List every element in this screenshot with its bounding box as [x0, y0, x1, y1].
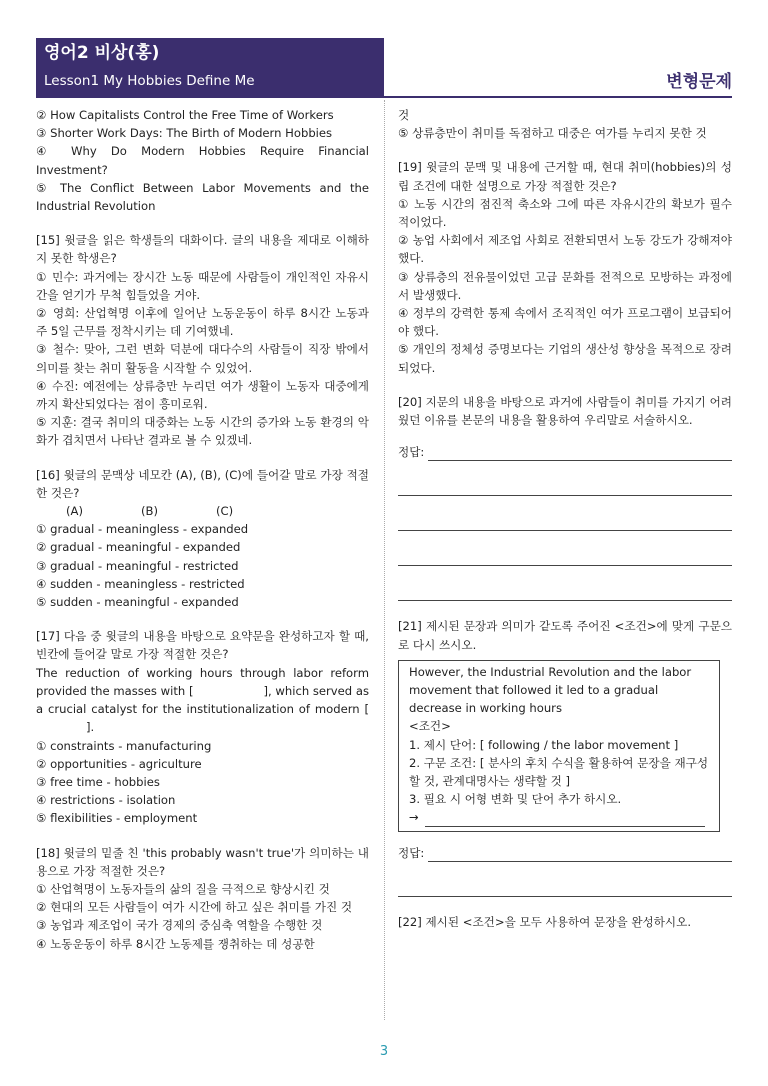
q19-option-5: ⑤ 개인의 정체성 증명보다는 기업의 생산성 향상을 목적으로 장려되었다. [398, 342, 732, 375]
q17-summary [36, 664, 369, 737]
question-18 [36, 844, 369, 953]
document-type-label: 변형문제 [666, 72, 732, 92]
q17-summary-part-a: The reduction of working hours through labor reform provided the masses with [ [36, 665, 369, 698]
q22-stem: [22] 제시된 <조건>을 모두 사용하여 문장을 완성하시오. [398, 914, 692, 929]
q15-option-5: ⑤ 지훈: 결국 취미의 대중화는 노동 시간의 증가와 노동 환경의 악화가 겹치면서 나타난 결과로 볼 수 있겠네. [36, 415, 369, 448]
question-20 [398, 393, 732, 602]
header-divider [36, 96, 732, 98]
q17-option-3: ③ free time - hobbies [36, 774, 160, 789]
q18-option-4-tail: 것 [398, 108, 410, 122]
q18-option-1: ① 산업혁명이 노동자들의 삶의 질을 극적으로 향상시킨 것 [36, 881, 330, 896]
header-banner [36, 38, 384, 96]
q21-condition-title: <조건> [409, 719, 451, 734]
q14-option-5: ⑤ The Conflict Between Labor Movements and the Industrial Revolution [36, 180, 369, 214]
right-column [398, 106, 732, 931]
q18-option-4: ④ 노동운동이 하루 8시간 노동제를 쟁취하는 데 성공한 [36, 936, 315, 951]
q16-column-labels [36, 502, 369, 520]
label-c: (C) [216, 504, 234, 519]
q18-option-2: ② 현대의 모든 사람들이 여가 시간에 하고 싶은 취미를 가진 것 [36, 900, 353, 915]
q15-option-4: ④ 수진: 예전에는 상류층만 누리던 여가 생활이 노동자 대중에게까지 확산되었다는 점이 흥미로워. [36, 378, 369, 412]
q20-stem: [20] 지문의 내용을 바탕으로 과거에 사람들이 취미를 가지기 어려웠던 이유를 본문의 내용을 활용하여 우리말로 서술하시오. [398, 394, 732, 428]
q16-stem: [16] 윗글의 문맥상 네모칸 (A), (B), (C)에 들어갈 말로 가장 적절한 것은? [36, 467, 369, 500]
q17-option-4: ④ restrictions - isolation [36, 793, 176, 808]
q16-option-4: ④ sudden - meaningless - restricted [36, 576, 245, 591]
q20-answer-line-1[interactable] [428, 446, 732, 461]
question-19 [398, 158, 732, 376]
q21-answer-label: 정답: [398, 845, 425, 860]
q21-condition-box [398, 660, 720, 832]
q19-option-1: ① 노동 시간의 점진적 축소와 그에 따른 자유시간의 확보가 필수적이었다. [398, 196, 732, 230]
q21-condition-3: 3. 필요 시 어형 변화 및 단어 추가 하시오. [409, 792, 622, 807]
q16-option-2: ② gradual - meaningful - expanded [36, 540, 241, 555]
question-17 [36, 627, 369, 827]
question-16 [36, 466, 369, 612]
q20-answer-line-3[interactable] [398, 512, 732, 531]
q20-answer-label: 정답: [398, 445, 425, 460]
q17-option-5: ⑤ flexibilities - employment [36, 811, 198, 826]
q19-option-4: ④ 정부의 강력한 통제 속에서 조직적인 여가 프로그램이 보급되어야 했다. [398, 306, 732, 339]
q15-option-3: ③ 철수: 맞아, 그런 변화 덕분에 대다수의 사람들이 직장 밖에서 의미를 찾는 취미 활동을 시작할 수 있었어. [36, 342, 369, 375]
q19-stem: [19] 윗글의 문맥 및 내용에 근거할 때, 현대 취미(hobbies)의 성립 조건에 대한 설명으로 가장 적절한 것은? [398, 160, 732, 193]
label-a: (A) [66, 504, 83, 519]
q17-option-2: ② opportunities - agriculture [36, 756, 202, 771]
q17-option-1: ① constraints - manufacturing [36, 738, 212, 753]
q21-answer-line-1[interactable] [428, 847, 732, 862]
page-number: 3 [379, 1044, 389, 1059]
question-22 [398, 913, 732, 931]
column-divider [384, 100, 385, 1020]
q21-answer-line-2[interactable] [398, 878, 732, 897]
question-21 [398, 617, 732, 896]
q21-answer-row [398, 844, 732, 862]
q19-option-3: ③ 상류층의 전유물이었던 고급 문화를 전적으로 모방하는 과정에서 발생했다. [398, 269, 732, 302]
q15-option-2: ② 영희: 산업혁명 이후에 일어난 노동운동이 하루 8시간 노동과 주 5일 근무를 정착시키는 데 기여했네. [36, 306, 369, 339]
q18-stem: [18] 윗글의 밑줄 친 'this probably wasn't true'가 의미하는 내용으로 가장 적절한 것은? [36, 845, 369, 878]
q21-arrow-row [409, 808, 709, 826]
q20-answer-line-5[interactable] [398, 582, 732, 601]
q16-option-1: ① gradual - meaningless - expanded [36, 522, 249, 537]
q17-summary-part-b: ], which served as a crucial catalyst for the institutionalization of modern [ [36, 683, 369, 717]
left-column [36, 106, 369, 953]
question-15 [36, 231, 369, 449]
q17-summary-part-c: ]. [86, 720, 95, 735]
q16-option-5: ⑤ sudden - meaningful - expanded [36, 595, 239, 610]
q18-option-3: ③ 농업과 제조업이 국가 경제의 중심축 역할을 수행한 것 [36, 918, 323, 933]
q20-answer-line-2[interactable] [398, 477, 732, 496]
q21-condition-2: 2. 구문 조건: [ 분사의 후치 수식을 활용하여 문장을 재구성할 것, 관계대명사는 생략할 것 ] [409, 755, 709, 789]
lesson-subtitle: Lesson1 My Hobbies Define Me [44, 73, 255, 89]
q21-condition-1: 1. 제시 단어: [ following / the labor movement ] [409, 737, 679, 752]
q17-stem: [17] 다음 중 윗글의 내용을 바탕으로 요약문을 완성하고자 할 때, 빈칸에 들어갈 말로 가장 적절한 것은? [36, 629, 369, 662]
q21-box-answer-line[interactable] [425, 814, 705, 827]
q20-answer-row [398, 443, 732, 461]
label-b: (B) [141, 504, 159, 519]
q16-option-3: ③ gradual - meaningful - restricted [36, 558, 239, 573]
q15-option-1: ① 민수: 과거에는 장시간 노동 때문에 사람들이 개인적인 자유시간을 얻기가 무척 힘들었을 거야. [36, 269, 369, 302]
q21-source-sentence: However, the Industrial Revolution and the labor movement that followed it led to a gradual decrease in working hours [409, 664, 692, 716]
q18-option-5: ⑤ 상류층만이 취미를 독점하고 대중은 여가를 누리지 못한 것 [398, 126, 707, 141]
page-title: 영어2 비상(홍) [44, 43, 160, 63]
arrow-icon: → [409, 810, 419, 825]
q19-option-2: ② 농업 사회에서 제조업 사회로 전환되면서 노동 강도가 강해져야 했다. [398, 233, 732, 266]
q20-answer-line-4[interactable] [398, 547, 732, 566]
q21-stem: [21] 제시된 문장과 의미가 같도록 주어진 <조건>에 맞게 구문으로 다시 쓰시오. [398, 619, 732, 652]
q14-option-3: ③ Shorter Work Days: The Birth of Modern Hobbies [36, 126, 333, 141]
q15-stem: [15] 윗글을 읽은 학생들의 대화이다. 글의 내용을 제대로 이해하지 못한 학생은? [36, 233, 369, 266]
q14-option-4: ④ Why Do Modern Hobbies Require Financial Investment? [36, 144, 369, 177]
q14-option-2: ② How Capitalists Control the Free Time of Workers [36, 108, 334, 122]
